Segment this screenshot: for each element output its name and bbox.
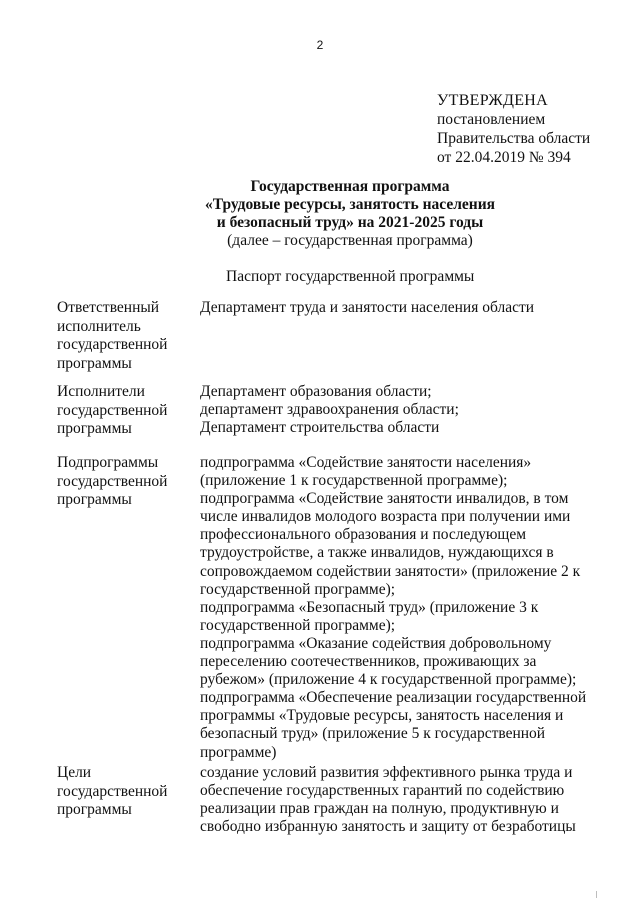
row-value-line: программы «Трудовые ресурсы, занятость населения и bbox=[200, 707, 564, 725]
row-value-line: подпрограмма «Содействие занятости населения» bbox=[200, 454, 532, 471]
row-label-line: программы bbox=[57, 801, 132, 819]
document-title bbox=[0, 178, 640, 250]
row-value-line: государственной программе); bbox=[200, 616, 396, 634]
approval-stamp: УТВЕРЖДЕНА bbox=[437, 92, 549, 109]
row-value-line: подпрограмма «Оказание содействия добровольному bbox=[200, 634, 552, 652]
row-value-line: числе инвалидов молодого возраста при получении ими bbox=[200, 508, 571, 526]
row-value-line: безопасный труд» (приложение 5 к государственной bbox=[200, 725, 546, 743]
row-label bbox=[57, 764, 197, 820]
row-value-line: подпрограмма «Содействие занятости инвалидов, в том bbox=[200, 490, 569, 508]
approval-block bbox=[437, 91, 590, 167]
row-value-line: создание условий развития эффективного рынка труда и bbox=[200, 764, 573, 781]
passport-heading: Паспорт государственной программы bbox=[226, 268, 475, 285]
title-note: (далее – государственная программа) bbox=[227, 232, 473, 249]
row-label bbox=[57, 454, 197, 510]
row-value-line: подпрограмма «Обеспечение реализации государственной bbox=[200, 689, 587, 707]
row-value-line: государственной программе); bbox=[200, 580, 396, 598]
row-value-line: профессионального образования и последующем bbox=[200, 526, 527, 544]
row-label-line: Исполнители bbox=[57, 383, 145, 400]
row-label-line: Подпрограммы bbox=[57, 454, 159, 471]
title-line: и безопасный труд» на 2021-2025 годы bbox=[216, 214, 484, 231]
row-value-line: свободно избранную занятость и защиту от безработицы bbox=[200, 818, 576, 836]
row-value-line: трудоустройстве, а также инвалидов, нуждающихся в bbox=[200, 544, 554, 562]
row-label bbox=[57, 299, 197, 373]
row-value-line: программе) bbox=[200, 743, 277, 761]
title-line: «Трудовые ресурсы, занятость населения bbox=[204, 196, 496, 213]
row-label bbox=[57, 383, 197, 439]
row-label-line: программы bbox=[57, 354, 132, 372]
row-value-line: Департамент строительства области bbox=[200, 419, 440, 437]
row-label-line: государственной bbox=[57, 782, 168, 800]
row-label-line: программы bbox=[57, 491, 132, 509]
row-value-line: рубежом» (приложение 4 к государственной программе); bbox=[200, 671, 577, 689]
approval-line: Правительства области bbox=[437, 130, 591, 147]
row-value-line: переселению соотечественников, проживающих за bbox=[200, 653, 537, 671]
row-value bbox=[200, 383, 585, 437]
row-label-line: государственной bbox=[57, 401, 168, 419]
row-value bbox=[200, 764, 585, 836]
title-line: Государственная программа bbox=[250, 178, 450, 195]
row-label-line: Ответственный bbox=[57, 299, 160, 316]
page-number: 2 bbox=[316, 38, 324, 52]
row-value-line: обеспечение государственных гарантий по содействию bbox=[200, 782, 565, 800]
row-label-line: исполнитель bbox=[57, 317, 141, 335]
row-value-line: подпрограмма «Безопасный труд» (приложение 3 к bbox=[200, 598, 539, 616]
row-label-line: государственной bbox=[57, 336, 168, 354]
row-label-line: Цели bbox=[57, 764, 92, 781]
row-label-line: государственной bbox=[57, 472, 168, 490]
row-value bbox=[200, 299, 585, 317]
row-value-line: департамент здравоохранения области; bbox=[200, 401, 459, 419]
row-value-line: (приложение 1 к государственной программе); bbox=[200, 472, 508, 490]
row-value-line: Департамент труда и занятости населения области bbox=[200, 299, 535, 316]
row-value-line: Департамент образования области; bbox=[200, 383, 432, 400]
scan-edge-mark bbox=[596, 891, 597, 898]
approval-line: постановлением bbox=[437, 111, 546, 128]
row-value-line: сопровождаемом содействии занятости» (приложение 2 к bbox=[200, 562, 581, 580]
row-value bbox=[200, 454, 585, 762]
row-label-line: программы bbox=[57, 420, 132, 438]
row-value-line: реализации прав граждан на полную, продуктивную и bbox=[200, 800, 559, 818]
approval-date-line: от 22.04.2019 № 394 bbox=[437, 149, 571, 166]
